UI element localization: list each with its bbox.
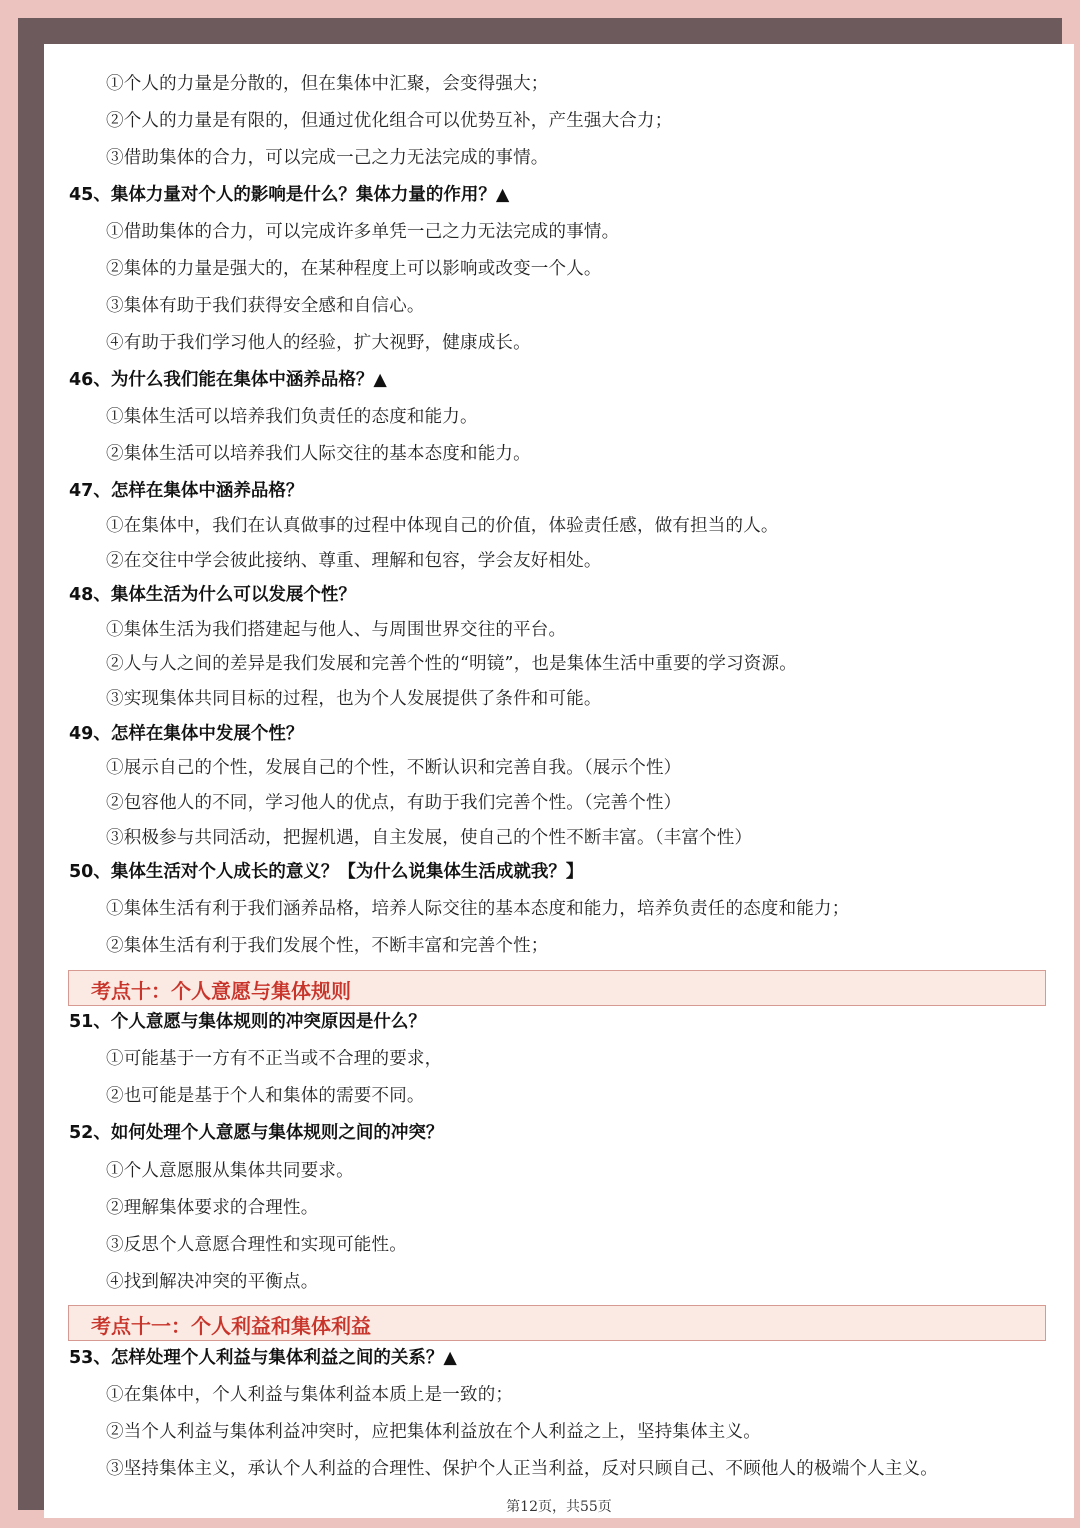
answer-point: ③集体有助于我们获得安全感和自信心。 xyxy=(106,296,425,316)
page-number: 第12页，共55页 xyxy=(506,1499,612,1515)
question-heading: 45、集体力量对个人的影响是什么？集体力量的作用？▲ xyxy=(69,185,510,205)
answer-point: ②集体的力量是强大的，在某种程度上可以影响或改变一个人。 xyxy=(106,259,602,279)
question-heading: 53、怎样处理个人利益与集体利益之间的关系？▲ xyxy=(69,1348,457,1368)
section-banner xyxy=(68,970,1046,1006)
answer-point: ③实现集体共同目标的过程，也为个人发展提供了条件和可能。 xyxy=(106,689,602,709)
answer-point: ①展示自己的个性，发展自己的个性，不断认识和完善自我。（展示个性） xyxy=(106,758,682,778)
answer-point: ①借助集体的合力，可以完成许多单凭一己之力无法完成的事情。 xyxy=(106,222,620,242)
answer-point: ④有助于我们学习他人的经验，扩大视野，健康成长。 xyxy=(106,333,531,353)
answer-point: ③坚持集体主义，承认个人利益的合理性、保护个人正当利益，反对只顾自己、不顾他人的极端个人主义。 xyxy=(106,1459,938,1479)
answer-point: ②当个人利益与集体利益冲突时，应把集体利益放在个人利益之上，坚持集体主义。 xyxy=(106,1422,761,1442)
answer-point: ②集体生活有利于我们发展个性，不断丰富和完善个性； xyxy=(106,936,549,956)
section-title: 考点十一：个人利益和集体利益 xyxy=(91,1314,371,1338)
answer-point: ③借助集体的合力，可以完成一己之力无法完成的事情。 xyxy=(106,148,549,168)
question-heading: 49、怎样在集体中发展个性？ xyxy=(69,724,304,744)
answer-point: ③积极参与共同活动，把握机遇，自主发展，使自己的个性不断丰富。（丰富个性） xyxy=(106,828,753,848)
document-content xyxy=(44,44,1074,1518)
question-heading: 51、个人意愿与集体规则的冲突原因是什么？ xyxy=(69,1012,426,1032)
question-heading: 52、如何处理个人意愿与集体规则之间的冲突？ xyxy=(69,1123,444,1143)
answer-point: ①在集体中，个人利益与集体利益本质上是一致的； xyxy=(106,1385,514,1405)
document-page xyxy=(44,44,1074,1518)
answer-point: ①个人的力量是分散的，但在集体中汇聚，会变得强大； xyxy=(106,74,549,94)
answer-point: ①个人意愿服从集体共同要求。 xyxy=(106,1161,354,1181)
answer-point: ②集体生活可以培养我们人际交往的基本态度和能力。 xyxy=(106,444,531,464)
answer-point: ②在交往中学会彼此接纳、尊重、理解和包容，学会友好相处。 xyxy=(106,551,602,571)
answer-point: ③反思个人意愿合理性和实现可能性。 xyxy=(106,1235,407,1255)
answer-point: ②包容他人的不同，学习他人的优点，有助于我们完善个性。（完善个性） xyxy=(106,793,682,813)
answer-point: ②也可能是基于个人和集体的需要不同。 xyxy=(106,1086,425,1106)
answer-point: ②理解集体要求的合理性。 xyxy=(106,1198,319,1218)
section-title: 考点十：个人意愿与集体规则 xyxy=(91,979,351,1003)
section-banner xyxy=(68,1305,1046,1341)
answer-point: ①在集体中，我们在认真做事的过程中体现自己的价值，体验责任感，做有担当的人。 xyxy=(106,516,779,536)
answer-point: ①集体生活为我们搭建起与他人、与周围世界交往的平台。 xyxy=(106,620,567,640)
answer-point: ②人与人之间的差异是我们发展和完善个性的“明镜”，也是集体生活中重要的学习资源。 xyxy=(106,654,797,674)
answer-point: ①集体生活有利于我们涵养品格，培养人际交往的基本态度和能力，培养负责任的态度和能力； xyxy=(106,899,850,919)
answer-point: ①可能基于一方有不正当或不合理的要求， xyxy=(106,1049,443,1069)
question-heading: 47、怎样在集体中涵养品格？ xyxy=(69,481,304,501)
page-frame xyxy=(18,18,1062,1515)
answer-point: ④找到解决冲突的平衡点。 xyxy=(106,1272,319,1292)
answer-point: ①集体生活可以培养我们负责任的态度和能力。 xyxy=(106,407,478,427)
question-heading: 50、集体生活对个人成长的意义？【为什么说集体生活成就我？】 xyxy=(69,862,584,882)
question-heading: 46、为什么我们能在集体中涵养品格？▲ xyxy=(69,370,387,390)
answer-point: ②个人的力量是有限的，但通过优化组合可以优势互补，产生强大合力； xyxy=(106,111,673,131)
question-heading: 48、集体生活为什么可以发展个性？ xyxy=(69,585,356,605)
